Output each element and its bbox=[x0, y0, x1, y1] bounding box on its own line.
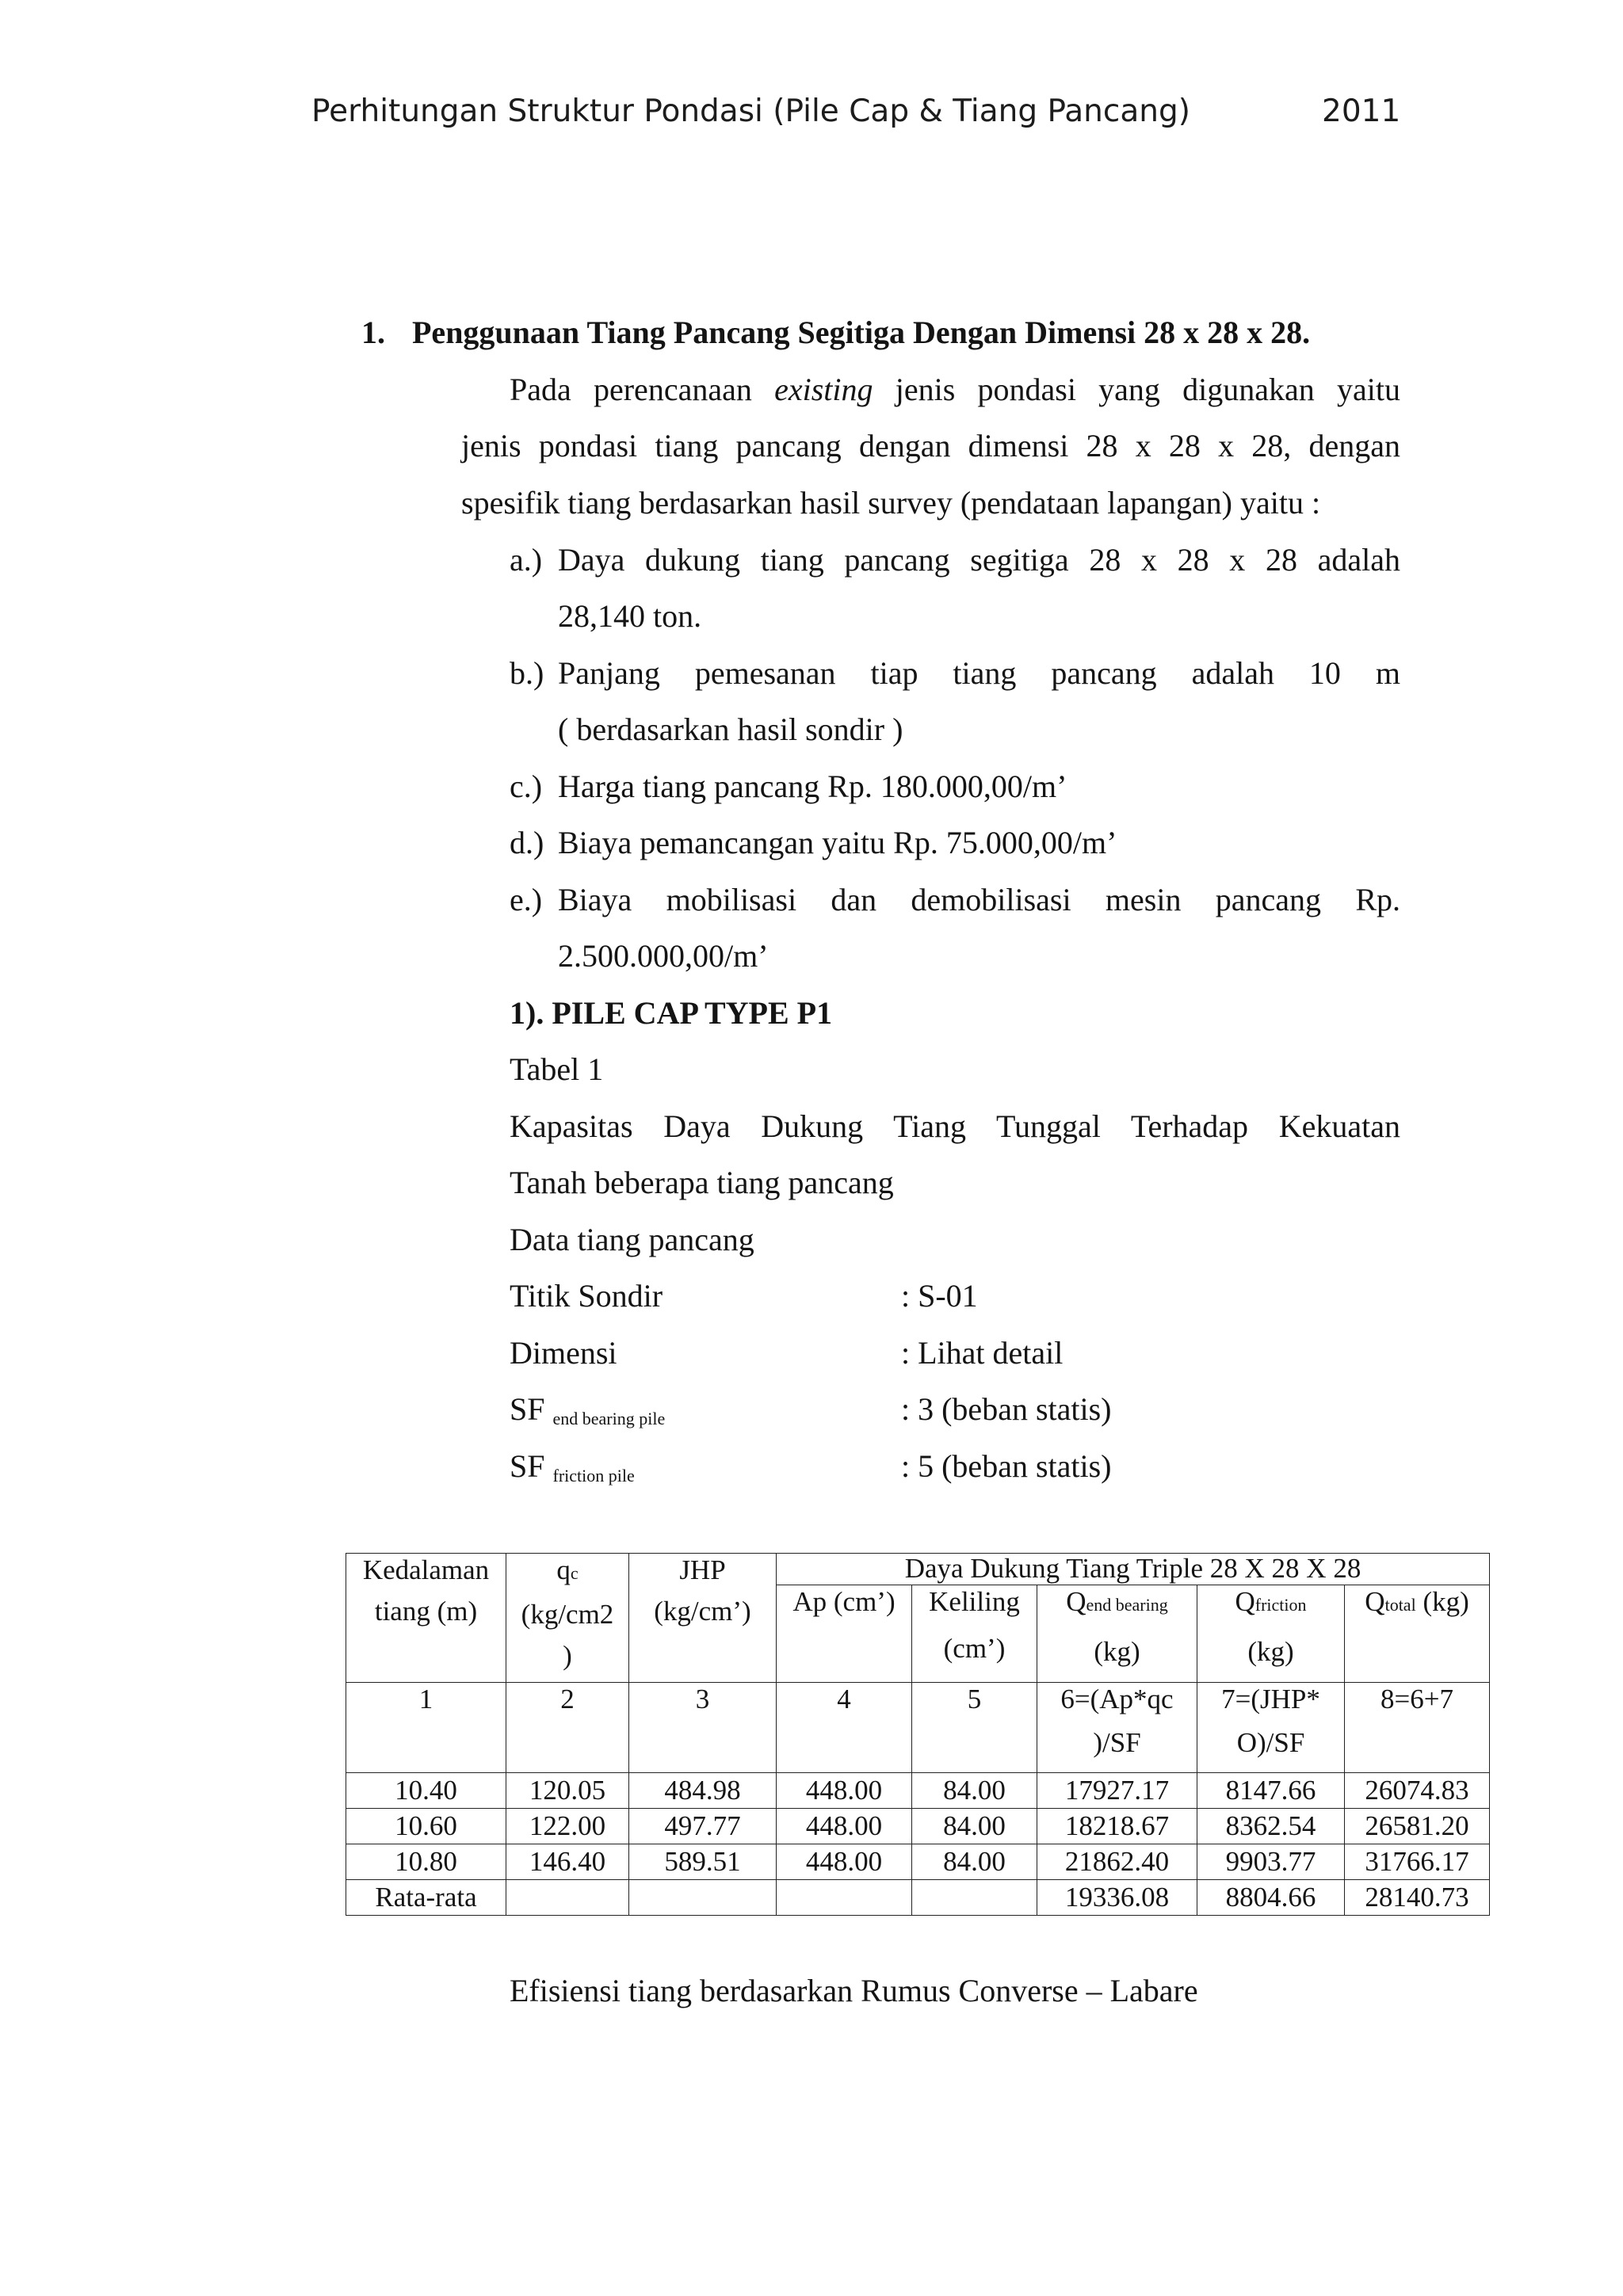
table-cell: 18218.67 bbox=[1037, 1809, 1197, 1844]
table-cell: 484.98 bbox=[629, 1773, 777, 1809]
table-cell: 497.77 bbox=[629, 1809, 777, 1844]
index-cell-4: 4 bbox=[777, 1683, 912, 1773]
spec-label-dimensi: Dimensi bbox=[510, 1335, 617, 1371]
header-q-end-bearing: Qend bearing (kg) bbox=[1037, 1585, 1197, 1683]
existing-italic: existing bbox=[774, 372, 873, 407]
list-marker-d: d.) bbox=[510, 825, 544, 860]
average-q-total: 28140.73 bbox=[1345, 1880, 1490, 1916]
table-cell: 10.60 bbox=[346, 1809, 506, 1844]
intro-line-1: Pada perencanaan existing jenis pondasi yang digunakan yaitu bbox=[510, 372, 1400, 407]
table-caption-line-1: Kapasitas Daya Dukung Tiang Tunggal Terhadap Kekuatan bbox=[510, 1108, 1400, 1144]
table-cell: 448.00 bbox=[777, 1773, 912, 1809]
table-cell: 8147.66 bbox=[1197, 1773, 1345, 1809]
table-cell: 8362.54 bbox=[1197, 1809, 1345, 1844]
list-item-a-line-1: Daya dukung tiang pancang segitiga 28 x 28 x 28 adalah bbox=[558, 542, 1400, 578]
average-q-end-bearing: 19336.08 bbox=[1037, 1880, 1197, 1916]
header-q-friction: Qfriction (kg) bbox=[1197, 1585, 1345, 1683]
list-marker-b: b.) bbox=[510, 655, 544, 691]
table-cell: 17927.17 bbox=[1037, 1773, 1197, 1809]
average-cell bbox=[777, 1880, 912, 1916]
spec-value-sf-end-bearing: : 3 (beban statis) bbox=[901, 1391, 1112, 1427]
header-q-total: Qtotal (kg) bbox=[1345, 1585, 1490, 1683]
table-caption-line-3: Data tiang pancang bbox=[510, 1222, 754, 1257]
table-cell: 122.00 bbox=[506, 1809, 629, 1844]
list-item-a-line-2: 28,140 ton. bbox=[558, 598, 702, 634]
table-row bbox=[346, 1809, 1490, 1844]
table-row bbox=[346, 1844, 1490, 1880]
list-item-d: Biaya pemancangan yaitu Rp. 75.000,00/m’ bbox=[558, 825, 1117, 860]
spec-value-sf-friction: : 5 (beban statis) bbox=[901, 1448, 1112, 1484]
table-cell: 31766.17 bbox=[1345, 1844, 1490, 1880]
average-cell bbox=[629, 1880, 777, 1916]
table-cell: 448.00 bbox=[777, 1809, 912, 1844]
average-label: Rata-rata bbox=[346, 1880, 506, 1916]
index-cell-6: 6=(Ap*qc )/SF bbox=[1037, 1683, 1197, 1773]
table-cell: 589.51 bbox=[629, 1844, 777, 1880]
table-cell: 146.40 bbox=[506, 1844, 629, 1880]
table-cell: 9903.77 bbox=[1197, 1844, 1345, 1880]
table-cell: 10.80 bbox=[346, 1844, 506, 1880]
table-caption-line-2: Tanah beberapa tiang pancang bbox=[510, 1165, 894, 1200]
list-item-e-line-2: 2.500.000,00/m’ bbox=[558, 938, 769, 974]
list-marker-a: a.) bbox=[510, 542, 543, 578]
table-cell: 448.00 bbox=[777, 1844, 912, 1880]
bearing-capacity-table bbox=[346, 1553, 1490, 1916]
table-cell: 26581.20 bbox=[1345, 1809, 1490, 1844]
table-cell: 26074.83 bbox=[1345, 1773, 1490, 1809]
section-heading: Penggunaan Tiang Pancang Segitiga Dengan Dimensi 28 x 28 x 28. bbox=[412, 315, 1311, 350]
intro-line-2: jenis pondasi tiang pancang dengan dimensi 28 x 28 x 28, dengan bbox=[461, 428, 1400, 463]
table-cell: 84.00 bbox=[912, 1773, 1037, 1809]
index-cell-3: 3 bbox=[629, 1683, 777, 1773]
running-header-year: 2011 bbox=[1322, 93, 1401, 129]
index-cell-2: 2 bbox=[506, 1683, 629, 1773]
running-header-title: Perhitungan Struktur Pondasi (Pile Cap & Tiang Pancang) bbox=[311, 93, 1190, 129]
index-cell-7: 7=(JHP* O)/SF bbox=[1197, 1683, 1345, 1773]
header-qc: qc (kg/cm2 ) bbox=[506, 1554, 629, 1683]
table-cell: 10.40 bbox=[346, 1773, 506, 1809]
header-kedalaman: Kedalaman tiang (m) bbox=[346, 1554, 506, 1683]
list-item-e-line-1: Biaya mobilisasi dan demobilisasi mesin pancang Rp. bbox=[558, 882, 1400, 917]
spec-label-titik-sondir: Titik Sondir bbox=[510, 1278, 663, 1314]
spec-label-sf-end-bearing: SF $_{end bearing pile}$ bbox=[510, 1391, 666, 1428]
pile-cap-subheading: 1). PILE CAP TYPE P1 bbox=[510, 995, 833, 1031]
spec-value-titik-sondir: : S-01 bbox=[901, 1278, 978, 1314]
section-number: 1. bbox=[361, 315, 385, 350]
spec-label-sf-friction: SF $_{friction pile}$ bbox=[510, 1448, 635, 1486]
header-jhp: JHP (kg/cm’) bbox=[629, 1554, 777, 1683]
list-item-b-line-1: Panjang pemesanan tiap tiang pancang adalah 10 m bbox=[558, 655, 1400, 691]
average-cell bbox=[506, 1880, 629, 1916]
list-item-c: Harga tiang pancang Rp. 180.000,00/m’ bbox=[558, 769, 1067, 804]
table-cell: 120.05 bbox=[506, 1773, 629, 1809]
header-ap: Ap (cm’) bbox=[777, 1585, 912, 1683]
index-cell-8: 8=6+7 bbox=[1345, 1683, 1490, 1773]
index-cell-5: 5 bbox=[912, 1683, 1037, 1773]
spec-value-dimensi: : Lihat detail bbox=[901, 1335, 1064, 1371]
header-keliling: Keliling (cm’) bbox=[912, 1585, 1037, 1683]
list-marker-e: e.) bbox=[510, 882, 543, 917]
list-marker-c: c.) bbox=[510, 769, 543, 804]
table-row bbox=[346, 1773, 1490, 1809]
header-group-daya-dukung: Daya Dukung Tiang Triple 28 X 28 X 28 bbox=[777, 1554, 1490, 1585]
table-cell: 84.00 bbox=[912, 1809, 1037, 1844]
list-item-b-line-2: ( berdasarkan hasil sondir ) bbox=[558, 711, 903, 747]
table-cell: 21862.40 bbox=[1037, 1844, 1197, 1880]
efficiency-text: Efisiensi tiang berdasarkan Rumus Converse – Labare bbox=[510, 1973, 1198, 2008]
index-cell-1: 1 bbox=[346, 1683, 506, 1773]
average-q-friction: 8804.66 bbox=[1197, 1880, 1345, 1916]
intro-line-3: spesifik tiang berdasarkan hasil survey (pendataan lapangan) yaitu : bbox=[461, 485, 1321, 521]
average-cell bbox=[912, 1880, 1037, 1916]
table-label: Tabel 1 bbox=[510, 1051, 604, 1087]
table-cell: 84.00 bbox=[912, 1844, 1037, 1880]
